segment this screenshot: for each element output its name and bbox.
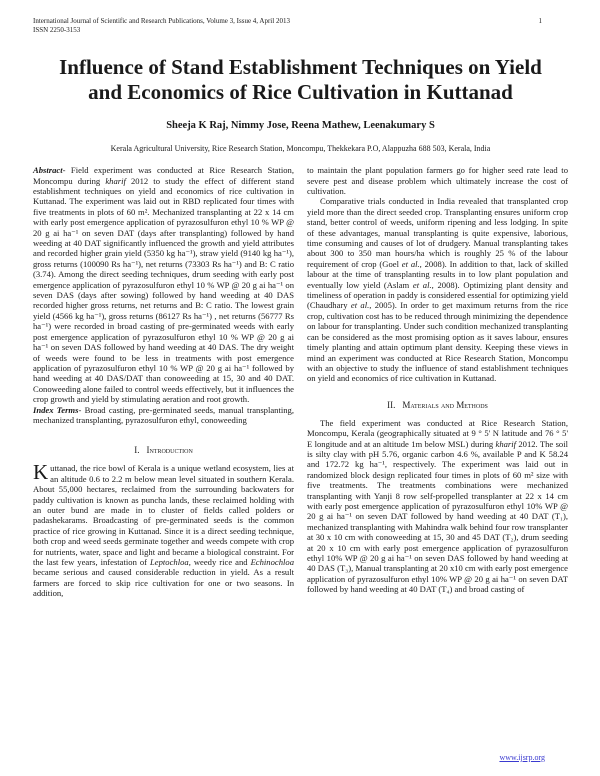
footer-journal-link[interactable]: www.ijsrp.org [499,753,545,762]
running-header [33,17,568,34]
page-number: 1 [538,17,542,25]
methods-paragraph: The field experiment was conducted at Rice Research Station, Moncompu, Kerala (geographically situated at 9 ° 5' N latitude and 76 ° 5' E longitude and at an altitude 1m below MSL) during kharif 2012. The soil is silty clay with pH 5.76, organic carbon 4.6 %, available P and K 58.24 and 172.72 kg ha⁻¹, respectively. The experiment was laid out in randomized block design replicated four times in plots of 60 m² size with five treatments. The treatments combinations were mechanized transplanting with Yanji 8 row self-propelled transplanter at 22 x 14 cm with early post emergence application of pyrazosulfuron ethyl 10% WP @ 20 g ai ha⁻¹ on seven DAT followed by hand weeding at 40 DAT (T₁), mechanized transplanting with Mahindra walk behind four row transplanter at 30 x 10 cm with conoweeding at 15, 30 and 45 DAT (T₂), drum seeding at 20 x 10 cm with early post emergence application of pyrazosulfuron ethyl 10% WP @ 20 g ai ha⁻¹ on seven DAS followed by hand weeding at 40 DAS (T₃), Manual transplanting at 20 x10 cm with early post emergence application of pyrazosulfuron ethyl 10% WP @ 20 g ai ha⁻¹ on seven DAT followed by hand weeding at 40 DAT (T₄) and broad casting of [307,417,568,595]
journal-line: International Journal of Scientific and Research Publications, Volume 3, Issue 4, April 2013 [33,17,290,25]
running-header-left [33,17,290,34]
section-heading-introduction [33,445,294,456]
left-column [33,165,294,598]
section-heading-methods [307,400,568,411]
abstract-paragraph: Abstract- Field experiment was conducted at Rice Research Station, Moncompu during kharif 2012 to study the effect of different stand establishment techniques on yield and economics of rice cultivation in Kuttanad. The experiment was laid out in RBD replicated four times with five treatments in plots of 60 m². Mechanized transplanting at 22 x 14 cm with early post emergence application of pyrazosulfuron ethyl 10 % WP @ 20 g ai ha⁻¹ on seven DAT (days after transplanting) followed by hand weeding at 40 DAT significantly influenced the growth and yield attributes and recorded higher grain yield (5350 kg ha⁻¹), straw yield (9140 kg ha⁻¹), gross returns (100090 Rs ha⁻¹), net returns (73303 Rs ha⁻¹) and B: C ratio (3.74). Among the direct seeding techniques, drum seeding with early post emergence application of pyrazosulfuron ethyl 10 % WP @ 20 g ai ha⁻¹ on seven DAS (days after sowing) followed by hand weeding at 40 DAS recorded higher gross returns, net returns and B: C ratio. The lowest grain yield (4566 kg ha⁻¹), gross returns (86127 Rs ha⁻¹) , net returns (56777 Rs ha⁻¹) were recorded in broad casting of pre-germinated weeds with early post emergence application of pyrazosulfuron ethyl 10 % WP @ 20 g ai ha⁻¹ on seven DAS followed by hand weeding at 40 DAS. The dry weight of weeds were found to be less in treatments with post emergence application of pyrazosulfuron ethyl 10 % WP @ 20 g ai ha⁻¹ followed by hand weeding at 40 DAS/DAT than conoweeding at 15, 30 and 40 DAT. Conoweeding alone failed to control weeds effectively, but it influences the crop growth and yield by stimulating aeration and root growth. [33,165,295,405]
paper-title-line2: and Economics of Rice Cultivation in Kuttanad [88,80,513,105]
section-title-introduction: Introduction [146,445,193,456]
affiliation-line: Kerala Agricultural University, Rice Research Station, Moncompu, Thekkekara P.O, Alappuzha 688 503, Kerala, India [110,144,491,154]
section-title-methods: Materials and Methods [402,399,488,410]
comparative-paragraph: Comparative trials conducted in India revealed that transplanted crop yield more than the direct seeded crop. Transplanting ensures uniform crop stand, better control of weeds, uniform ripening and less lodging. In spite of these advantages, manual transplanting is quite expensive, laborious, time consuming and causes of lot of drudgery. Manual transplanting takes about 300 to 350 man hours/ha which is roughly 25 % of the labour requirement of crop (Goel et al., 2008). In addition to that, lack of skilled labour at the time of transplanting results in to low plant population and eventually low yield (Aslam et al., 2008). Optimizing plant density and timeliness of operation in paddy is considered essential for optimizing yield (Chaudhary et al., 2005). In order to get maximum returns from the rice crop, cultivation cost has to be reduced through minimizing the dependence on labour for transplanting. Under such condition mechanized transplanting can be considered as the most promising option as it saves labour, ensures timely planting and attain optimum plant density. Keeping these views in mind an experiment was conducted at Rice Research Station, Moncompu with an objective to study the influence of stand establishment techniques on yield and economics of rice cultivation in Kuttanad. [307,196,569,384]
introduction-text: uttanad, the rice bowl of Kerala is a unique wetland ecosystem, lies at an altitude 0.6 to 2.2 m below mean level situated in southern Kerala. About 55,000 hectares, reclaimed from the surrounding backwaters for paddy cultivation is known as puncha lands, these reclaimed holding with an outer bund are made in to cluster of fields called polders or padashekarams. Broadcasting of pre-germinated seeds is the common practice of rice growing in Kuttanad. Since it is a direct seeding technique, both crop and weed seeds germinate together and weeds compete with crop for nutrients, water, space and light and became a biological constraint. For the last few years, infestation of Leptochloa, weedy rice and Echinochloa became serious and caused considerable reduction in yield. As a result farmers are forced to skip rice cultivation for one or two seasons. In addition, [33,463,294,599]
authors-line: Sheeja K Raj, Nimmy Jose, Reena Mathew, Leenakumary S [166,120,435,132]
right-column [307,165,568,598]
section-number-introduction: I. [134,445,140,456]
dropcap-letter: K [33,460,49,485]
continuation-paragraph: to maintain the plant population farmers go for higher seed rate lead to severe pest and disease problem which ultimately increase the cost of cultivation. [307,165,568,196]
two-column-body [33,165,568,598]
section-number-methods: II. [387,399,396,410]
index-terms-paragraph: Index Terms- Broad casting, pre-germinated seeds, manual transplanting, mechanized transplanting, pyrazosulfuron ethyl, conoweeding [33,404,294,425]
introduction-paragraph [33,460,294,599]
paper-title-line1: Influence of Stand Establishment Techniques on Yield [59,55,542,80]
paper-title [33,55,568,105]
issn-line: ISSN 2250-3153 [33,25,81,34]
